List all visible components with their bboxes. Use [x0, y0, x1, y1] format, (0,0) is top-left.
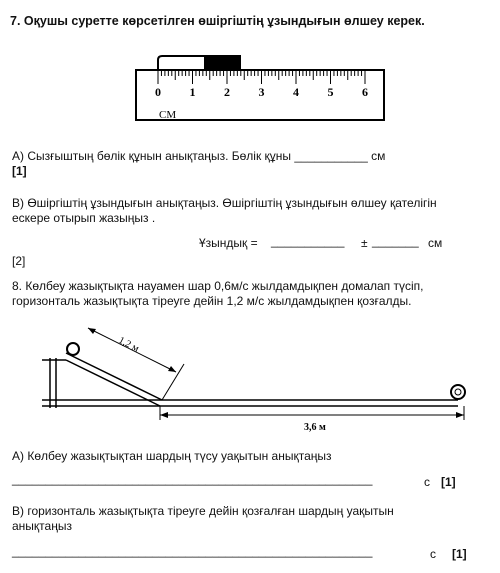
length-unit: см	[428, 236, 443, 250]
ruler-number: 4	[293, 85, 299, 99]
plus-minus: ±	[361, 236, 368, 250]
q8-part-b-line1: В) горизонталь жазықтықта тіреуге дейін қозғалған шардың уақытын	[12, 504, 394, 518]
error-blank[interactable]: _______	[372, 234, 419, 248]
question-7-title: 7. Оқушы суретте көрсетілген өшіргіштің ұзындығын өлшеу керек.	[10, 14, 425, 28]
incline-length-label: 1,2 м	[116, 335, 141, 355]
q8-line1: 8. Көлбеу жазықтықта науамен шар 0,6м/с жылдамдықпен домалап түсіп,	[12, 279, 424, 293]
q8-part-b-line2: анықтаңыз	[12, 519, 72, 533]
horizontal-length-label: 3,6 м	[304, 422, 326, 433]
q8-part-a-unit: с	[424, 475, 430, 489]
ruler-figure	[128, 48, 388, 128]
q7-part-b-marks: [2]	[12, 254, 26, 268]
q8-part-a: А) Көлбеу жазықтықтан шардың түсу уақытын анықтаңыз	[12, 449, 332, 463]
length-label: Ұзындық =	[199, 236, 258, 250]
ruler-number: 2	[224, 85, 230, 99]
q8-part-b-blank[interactable]: ______________________________________________________	[12, 544, 373, 558]
length-blank[interactable]: ___________	[271, 234, 345, 248]
incline-figure	[38, 320, 478, 440]
q7-part-b-line2: ескере отырып жазыңыз .	[12, 211, 156, 225]
q7-part-a-marks: [1]	[12, 164, 27, 178]
q8-part-b-unit: с	[430, 547, 436, 561]
q7-part-b-line1: В) Өшіргіштің ұзындығын анықтаңыз. Өшіргіштің ұзындығын өлшеу қателігін	[12, 196, 437, 210]
q8-line2: горизонталь жазықтықта тіреуге дейін 1,2 м/с жылдамдықпен қозғалды.	[12, 294, 412, 308]
q8-part-b-marks: [1]	[452, 547, 467, 561]
ruler-number: 6	[362, 85, 368, 99]
ruler-unit: СМ	[159, 109, 177, 121]
q8-part-a-marks: [1]	[441, 475, 456, 489]
ruler-number: 1	[189, 85, 196, 99]
ruler-number: 0	[155, 85, 161, 99]
ruler-number: 3	[258, 85, 265, 99]
q8-part-a-blank[interactable]: ______________________________________________________	[12, 472, 373, 486]
q7-part-a: А) Сызғыштың бөлік құнын анықтаңыз. Бөлік құны ___________ см	[12, 149, 386, 163]
ruler-number: 5	[327, 85, 334, 99]
